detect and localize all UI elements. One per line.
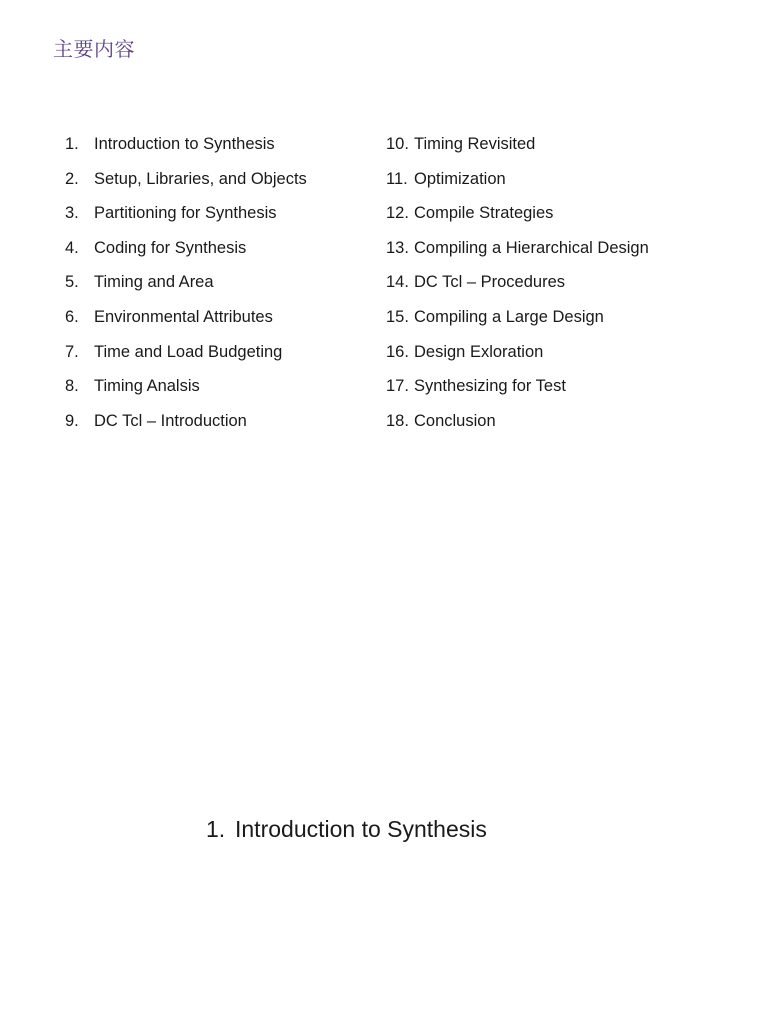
toc-item-number: 10. [386, 135, 409, 153]
toc-item [386, 200, 649, 235]
toc-item [65, 200, 307, 235]
toc-item-number: 14. [386, 273, 409, 292]
toc-item-number: 16. [386, 342, 409, 361]
toc-item-number: 4. [65, 238, 79, 257]
toc-item-label: Optimization [414, 169, 506, 188]
toc-item [65, 235, 307, 270]
toc-item-number: 3. [65, 204, 79, 223]
toc-item [386, 339, 649, 374]
toc-item-label: Introduction to Synthesis [94, 135, 275, 153]
toc-item-label: Timing Analsis [94, 377, 200, 396]
toc-item-number: 9. [65, 411, 79, 430]
toc-item-number: 8. [65, 377, 79, 396]
toc-item-label: Compile Strategies [414, 204, 554, 223]
toc-item [386, 131, 649, 166]
toc-list-left [65, 131, 307, 442]
toc-item [386, 166, 649, 201]
section-number: 1. [206, 816, 226, 842]
toc-item-label: DC Tcl – Introduction [94, 411, 247, 430]
toc-item-number: 5. [65, 273, 79, 292]
toc-item-number: 15. [386, 307, 409, 326]
toc-item-label: Setup, Libraries, and Objects [94, 169, 307, 188]
toc-item [65, 408, 307, 443]
toc-item [386, 373, 649, 408]
toc-item [65, 304, 307, 339]
toc-item-label: Timing and Area [94, 273, 214, 292]
toc-item [65, 131, 307, 166]
toc-list-right [386, 131, 649, 442]
toc-item [65, 166, 307, 201]
toc-item-label: DC Tcl – Procedures [414, 273, 566, 292]
toc-item [386, 269, 649, 304]
toc-item [65, 373, 307, 408]
toc-item [386, 304, 649, 339]
toc-item-label: Time and Load Budgeting [94, 342, 283, 361]
toc-item-number: 2. [65, 169, 79, 188]
toc-item-label: Synthesizing for Test [414, 377, 566, 396]
toc-item [65, 269, 307, 304]
toc-item-label: Environmental Attributes [94, 307, 273, 326]
toc-item-number: 17. [386, 377, 409, 396]
toc-item-number: 12. [386, 204, 409, 223]
toc-item-number: 1. [65, 135, 79, 153]
toc-item-label: Conclusion [414, 411, 496, 430]
toc-item-number: 13. [386, 238, 409, 257]
toc-item-label: Compiling a Large Design [414, 307, 604, 326]
toc-item-label: Partitioning for Synthesis [94, 204, 277, 223]
toc-item [386, 235, 649, 270]
toc-item-label: Timing Revisited [414, 135, 536, 153]
toc-item-label: Coding for Synthesis [94, 238, 247, 257]
toc-item-number: 18. [386, 411, 409, 430]
toc-item-label: Compiling a Hierarchical Design [414, 238, 649, 257]
section-title: Introduction to Synthesis [235, 816, 487, 842]
toc-item-number: 7. [65, 342, 79, 361]
toc-item-label: Design Exloration [414, 342, 544, 361]
page-title: 主要内容 [53, 37, 135, 61]
toc-item [386, 408, 649, 443]
toc-item-number: 6. [65, 307, 79, 326]
toc-item [65, 339, 307, 374]
section-heading [206, 812, 487, 846]
toc-item-number: 11. [386, 169, 408, 188]
